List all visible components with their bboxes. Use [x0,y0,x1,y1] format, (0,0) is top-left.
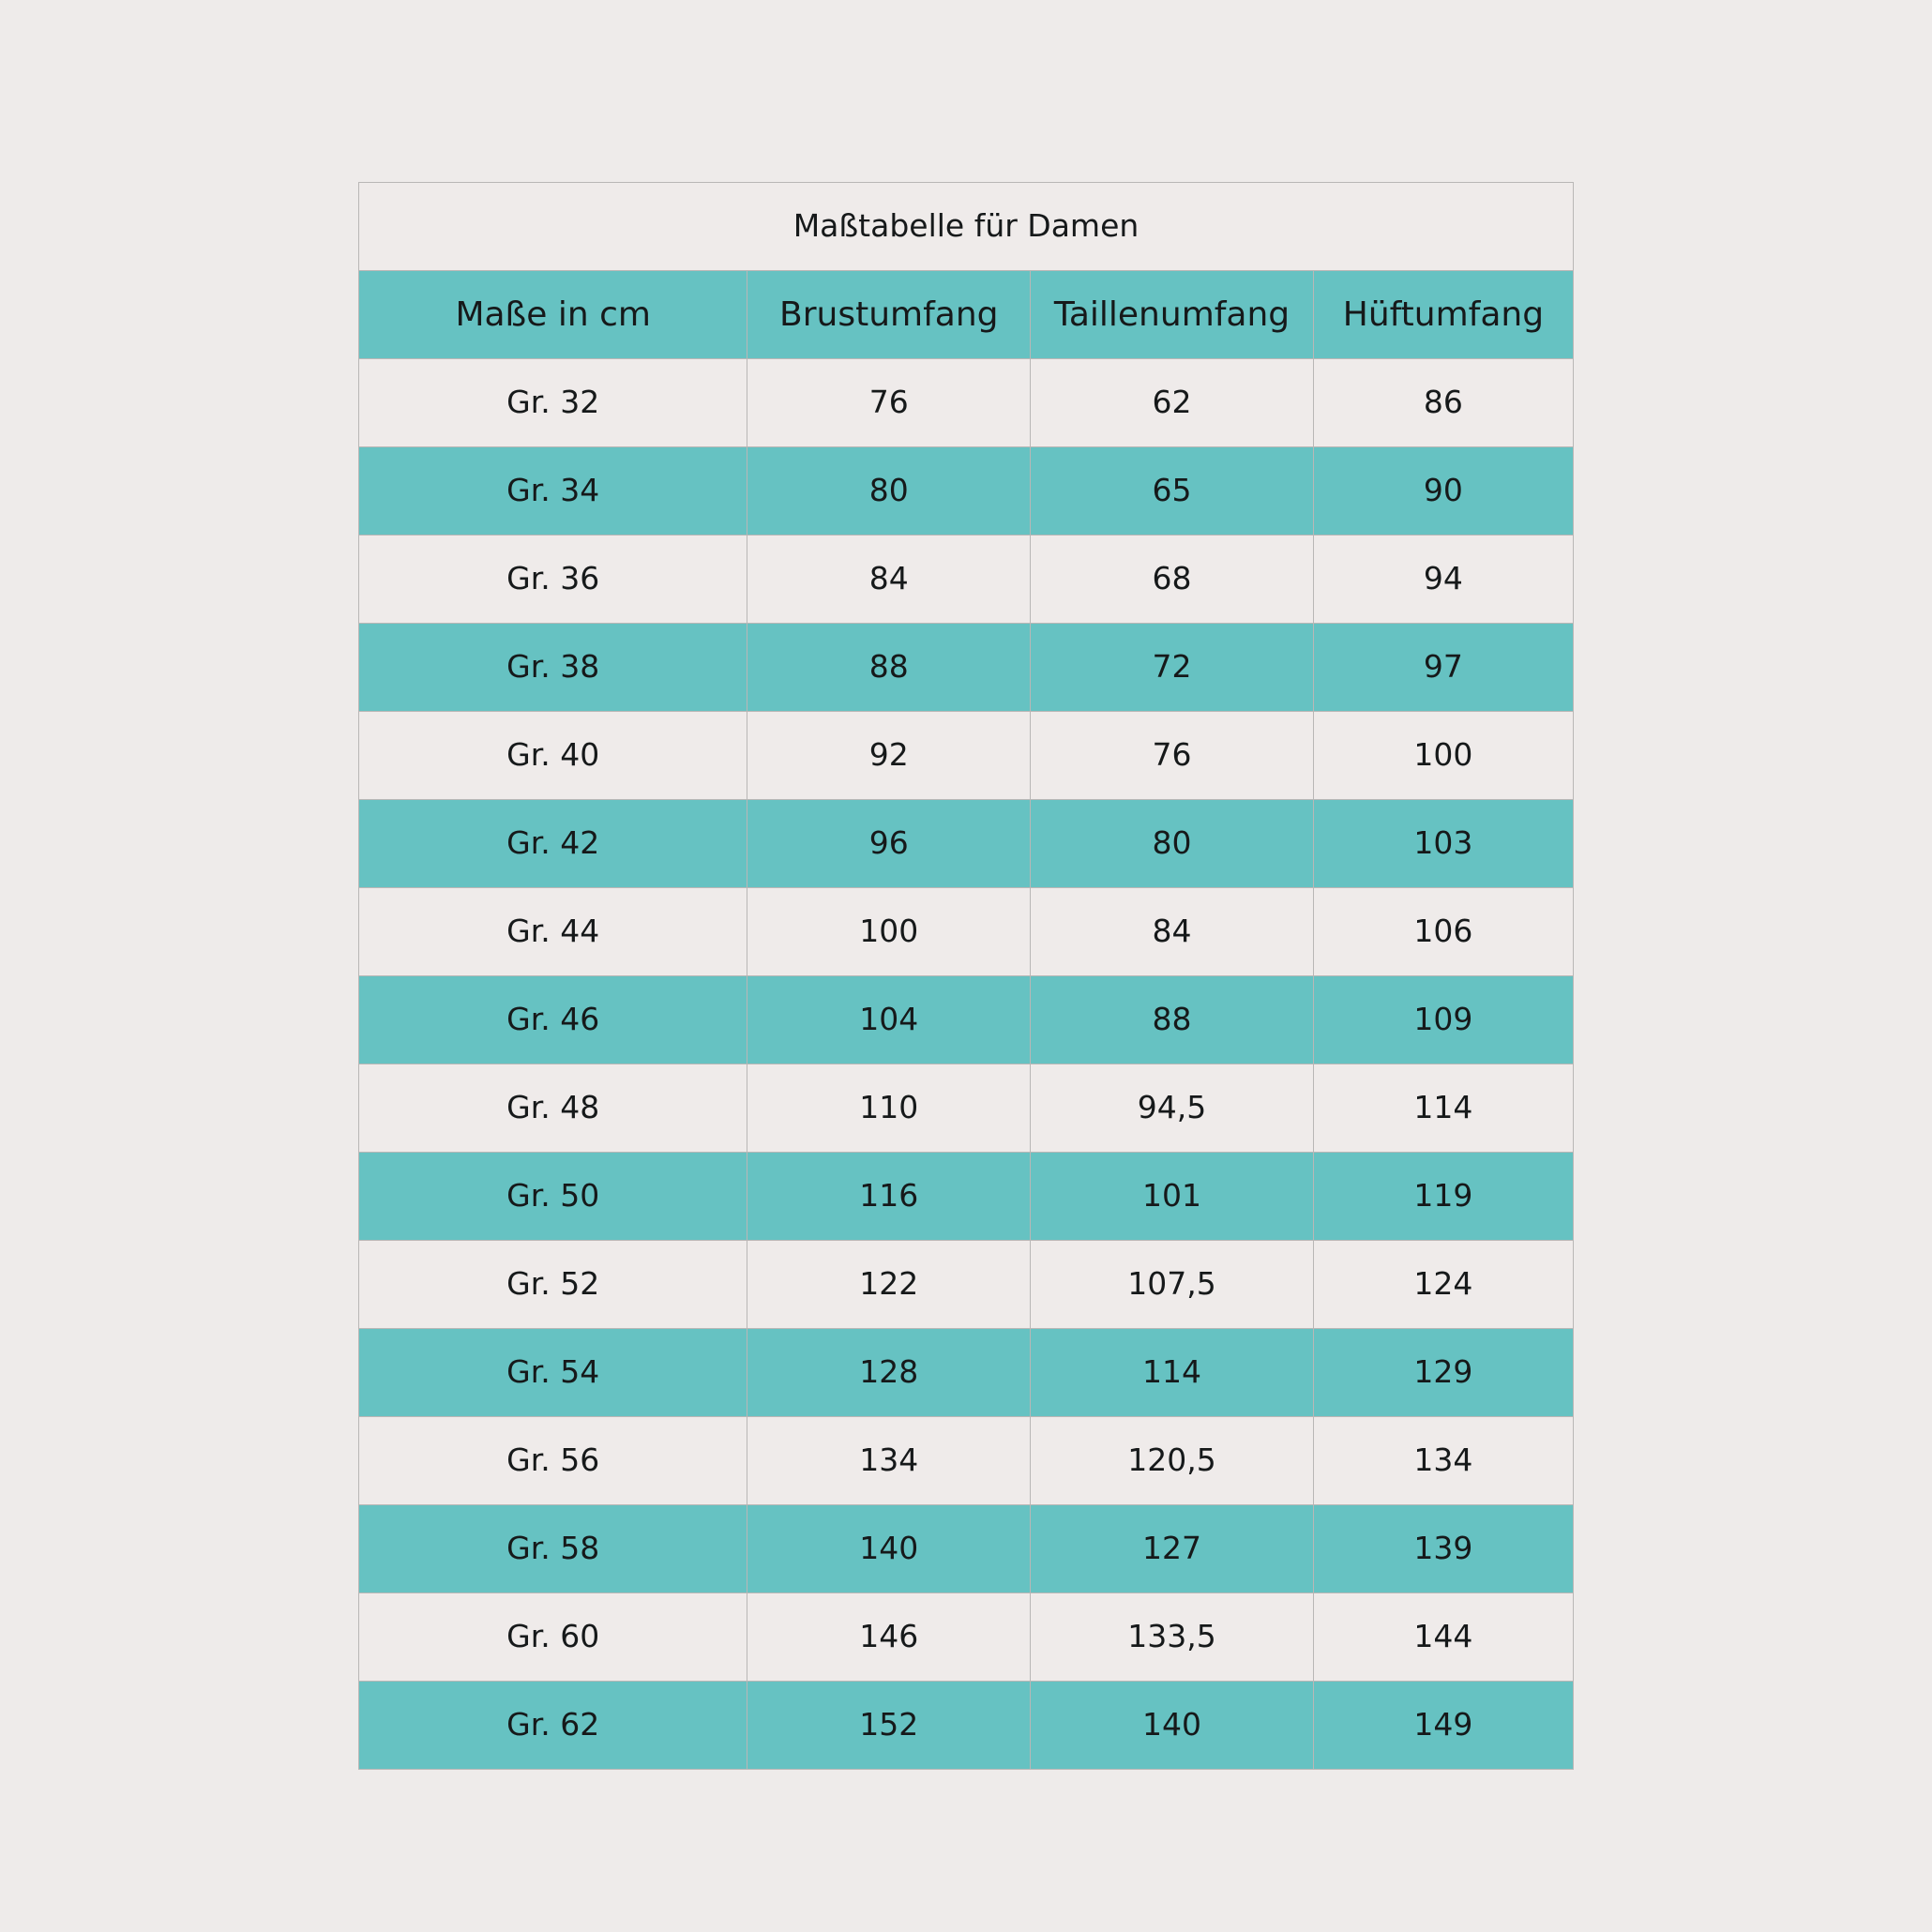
cell-size: Gr. 42 [359,800,747,888]
cell-waist: 80 [1031,800,1314,888]
column-header-hip: Hüftumfang [1313,271,1573,359]
cell-waist: 62 [1031,359,1314,447]
table-row [359,1505,1574,1593]
cell-size: Gr. 58 [359,1505,747,1593]
cell-size: Gr. 40 [359,712,747,800]
table-row [359,712,1574,800]
cell-hip: 94 [1313,536,1573,624]
cell-hip: 134 [1313,1417,1573,1505]
cell-bust: 84 [747,536,1031,624]
cell-size: Gr. 54 [359,1329,747,1417]
cell-bust: 140 [747,1505,1031,1593]
column-header-waist: Taillenumfang [1031,271,1314,359]
table-row [359,888,1574,976]
cell-hip: 119 [1313,1153,1573,1241]
cell-size: Gr. 46 [359,976,747,1064]
cell-hip: 149 [1313,1682,1573,1770]
cell-hip: 139 [1313,1505,1573,1593]
cell-hip: 97 [1313,624,1573,712]
table-title: Maßtabelle für Damen [359,183,1574,271]
cell-hip: 106 [1313,888,1573,976]
cell-size: Gr. 52 [359,1241,747,1329]
table-row [359,1329,1574,1417]
cell-size: Gr. 36 [359,536,747,624]
cell-bust: 88 [747,624,1031,712]
cell-bust: 100 [747,888,1031,976]
cell-waist: 88 [1031,976,1314,1064]
cell-waist: 114 [1031,1329,1314,1417]
table-row [359,359,1574,447]
cell-waist: 94,5 [1031,1064,1314,1153]
cell-size: Gr. 34 [359,447,747,536]
cell-hip: 86 [1313,359,1573,447]
cell-size: Gr. 32 [359,359,747,447]
table-row [359,1153,1574,1241]
cell-hip: 114 [1313,1064,1573,1153]
cell-waist: 68 [1031,536,1314,624]
table-row [359,1593,1574,1682]
cell-size: Gr. 44 [359,888,747,976]
cell-bust: 92 [747,712,1031,800]
cell-hip: 109 [1313,976,1573,1064]
cell-waist: 76 [1031,712,1314,800]
cell-hip: 124 [1313,1241,1573,1329]
table-row [359,447,1574,536]
cell-hip: 103 [1313,800,1573,888]
table-row [359,624,1574,712]
cell-bust: 128 [747,1329,1031,1417]
cell-bust: 116 [747,1153,1031,1241]
table-row [359,1241,1574,1329]
cell-waist: 101 [1031,1153,1314,1241]
cell-bust: 80 [747,447,1031,536]
cell-waist: 120,5 [1031,1417,1314,1505]
table-row [359,536,1574,624]
table-title-row [359,183,1574,271]
size-table-container [358,182,1574,1770]
cell-bust: 104 [747,976,1031,1064]
size-table [358,182,1574,1770]
cell-bust: 76 [747,359,1031,447]
table-row [359,800,1574,888]
cell-waist: 107,5 [1031,1241,1314,1329]
cell-bust: 110 [747,1064,1031,1153]
cell-size: Gr. 48 [359,1064,747,1153]
table-row [359,1064,1574,1153]
cell-size: Gr. 60 [359,1593,747,1682]
cell-bust: 152 [747,1682,1031,1770]
cell-hip: 90 [1313,447,1573,536]
cell-waist: 140 [1031,1682,1314,1770]
cell-waist: 72 [1031,624,1314,712]
cell-hip: 129 [1313,1329,1573,1417]
cell-hip: 144 [1313,1593,1573,1682]
cell-size: Gr. 56 [359,1417,747,1505]
cell-bust: 146 [747,1593,1031,1682]
cell-bust: 122 [747,1241,1031,1329]
cell-size: Gr. 50 [359,1153,747,1241]
table-header-row [359,271,1574,359]
cell-waist: 84 [1031,888,1314,976]
cell-hip: 100 [1313,712,1573,800]
cell-bust: 96 [747,800,1031,888]
cell-waist: 65 [1031,447,1314,536]
cell-size: Gr. 38 [359,624,747,712]
cell-size: Gr. 62 [359,1682,747,1770]
cell-waist: 127 [1031,1505,1314,1593]
cell-bust: 134 [747,1417,1031,1505]
column-header-measurements: Maße in cm [359,271,747,359]
table-row [359,976,1574,1064]
column-header-bust: Brustumfang [747,271,1031,359]
cell-waist: 133,5 [1031,1593,1314,1682]
table-row [359,1417,1574,1505]
table-row [359,1682,1574,1770]
